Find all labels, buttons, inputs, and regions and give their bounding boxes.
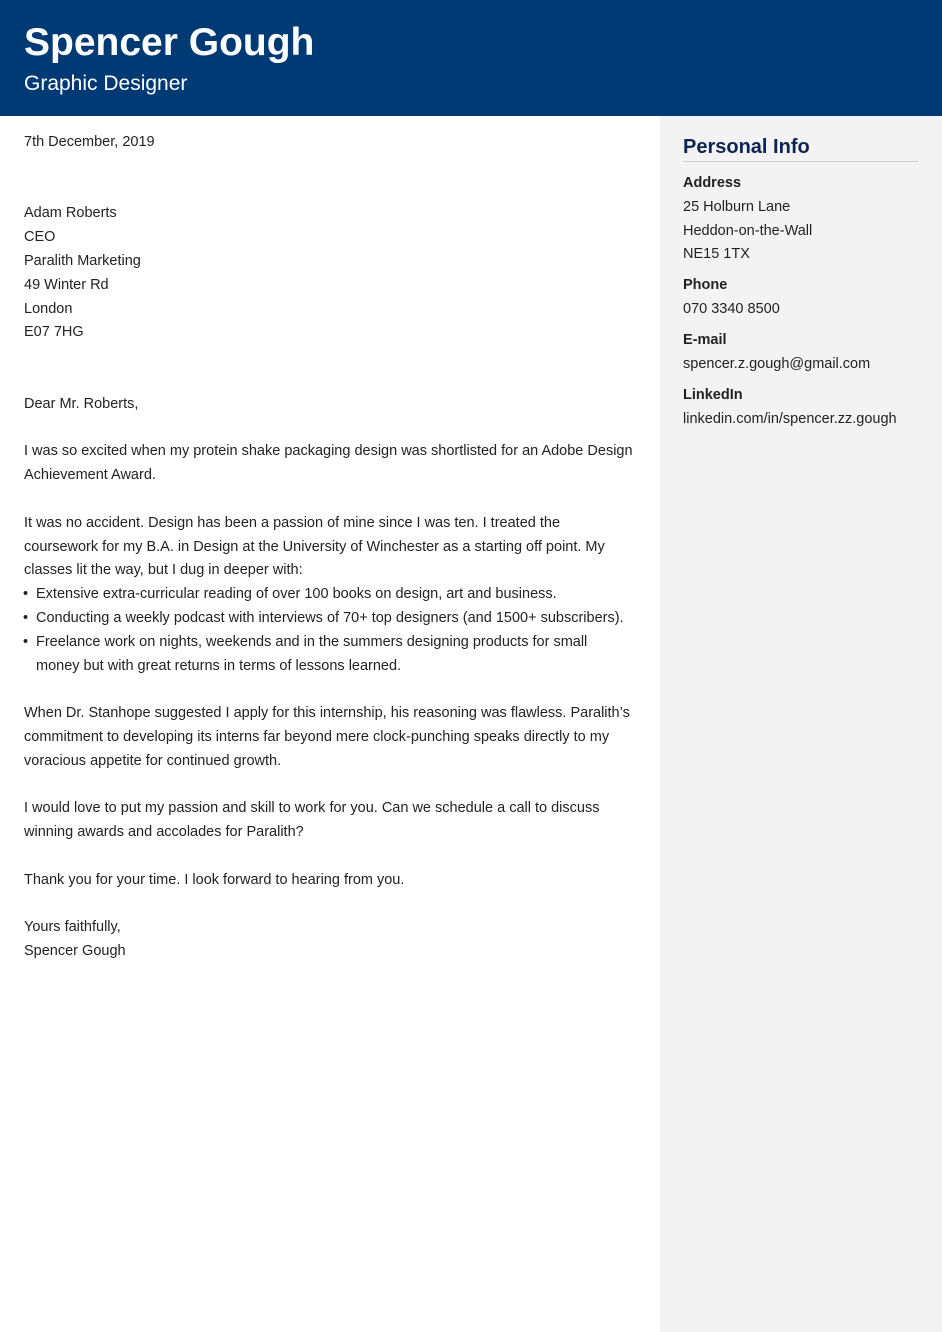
- list-item: [24, 607, 634, 631]
- paragraph: It was no accident. Design has been a passion of mine since I was ten. I treated the coursework for my B.A. in Design at the University of Winchester as a starting off point. My classes lit the way, but I dug in deeper with:: [24, 514, 605, 579]
- list-item-text: Extensive extra-curricular reading of over 100 books on design, art and business.: [36, 586, 557, 603]
- cover-letter-body: [24, 131, 634, 964]
- bullet-icon: •: [23, 586, 29, 603]
- linkedin-value: linkedin.com/in/spencer.zz.gough: [683, 410, 897, 427]
- paragraph: When Dr. Stanhope suggested I apply for this internship, his reasoning was flawless. Paralith’s commitment to developing its interns far beyond mere clock-punching speaks directly to my voracious appetite for continued growth.: [24, 705, 630, 769]
- list-item-text: Conducting a weekly podcast with interviews of 70+ top designers (and 1500+ subscribers).: [36, 609, 624, 626]
- header-banner: [0, 0, 942, 116]
- applicant-job-title: Graphic Designer: [24, 72, 188, 95]
- list-item-text: Freelance work on nights, weekends and in the summers designing products for small money but with great returns in terms of lessons learned.: [36, 633, 588, 674]
- phone-label: Phone: [683, 277, 728, 293]
- paragraph: I would love to put my passion and skill to work for you. Can we schedule a call to discuss winning awards and accolades for Paralith?: [24, 800, 600, 841]
- address-line: Heddon-on-the-Wall: [683, 222, 813, 239]
- bullet-icon: •: [23, 633, 29, 650]
- personal-info-heading: Personal Info: [683, 135, 918, 162]
- address-line: NE15 1TX: [683, 246, 750, 263]
- email-block: [683, 329, 933, 377]
- signature: Spencer Gough: [24, 943, 126, 960]
- list-item: [24, 631, 634, 679]
- applicant-name: Spencer Gough: [24, 21, 315, 64]
- linkedin-block: [683, 384, 933, 432]
- paragraph: I was so excited when my protein shake packaging design was shortlisted for an Adobe Design Achievement Award.: [24, 443, 633, 484]
- recipient-line: Paralith Marketing: [24, 252, 141, 269]
- address-line: 25 Holburn Lane: [683, 198, 791, 215]
- recipient-line: Adam Roberts: [24, 205, 117, 222]
- linkedin-label: LinkedIn: [683, 387, 743, 403]
- letter-date: 7th December, 2019: [24, 134, 155, 150]
- paragraph: Thank you for your time. I look forward to hearing from you.: [24, 871, 405, 888]
- bullet-icon: •: [23, 609, 29, 626]
- closing: Yours faithfully,: [24, 919, 121, 936]
- address-label: Address: [683, 175, 742, 191]
- recipient-line: 49 Winter Rd: [24, 276, 109, 293]
- bullet-list: [24, 583, 634, 678]
- phone-value: 070 3340 8500: [683, 300, 780, 317]
- address-block: [683, 172, 933, 267]
- recipient-line: CEO: [24, 229, 56, 246]
- personal-info-sidebar: [660, 116, 942, 1332]
- recipient-line: E07 7HG: [24, 324, 84, 341]
- email-value: spencer.z.gough@gmail.com: [683, 355, 871, 372]
- recipient-block: [24, 202, 634, 345]
- salutation: Dear Mr. Roberts,: [24, 395, 139, 412]
- list-item: [24, 583, 634, 607]
- email-label: E-mail: [683, 332, 727, 348]
- phone-block: [683, 274, 933, 322]
- recipient-line: London: [24, 300, 73, 317]
